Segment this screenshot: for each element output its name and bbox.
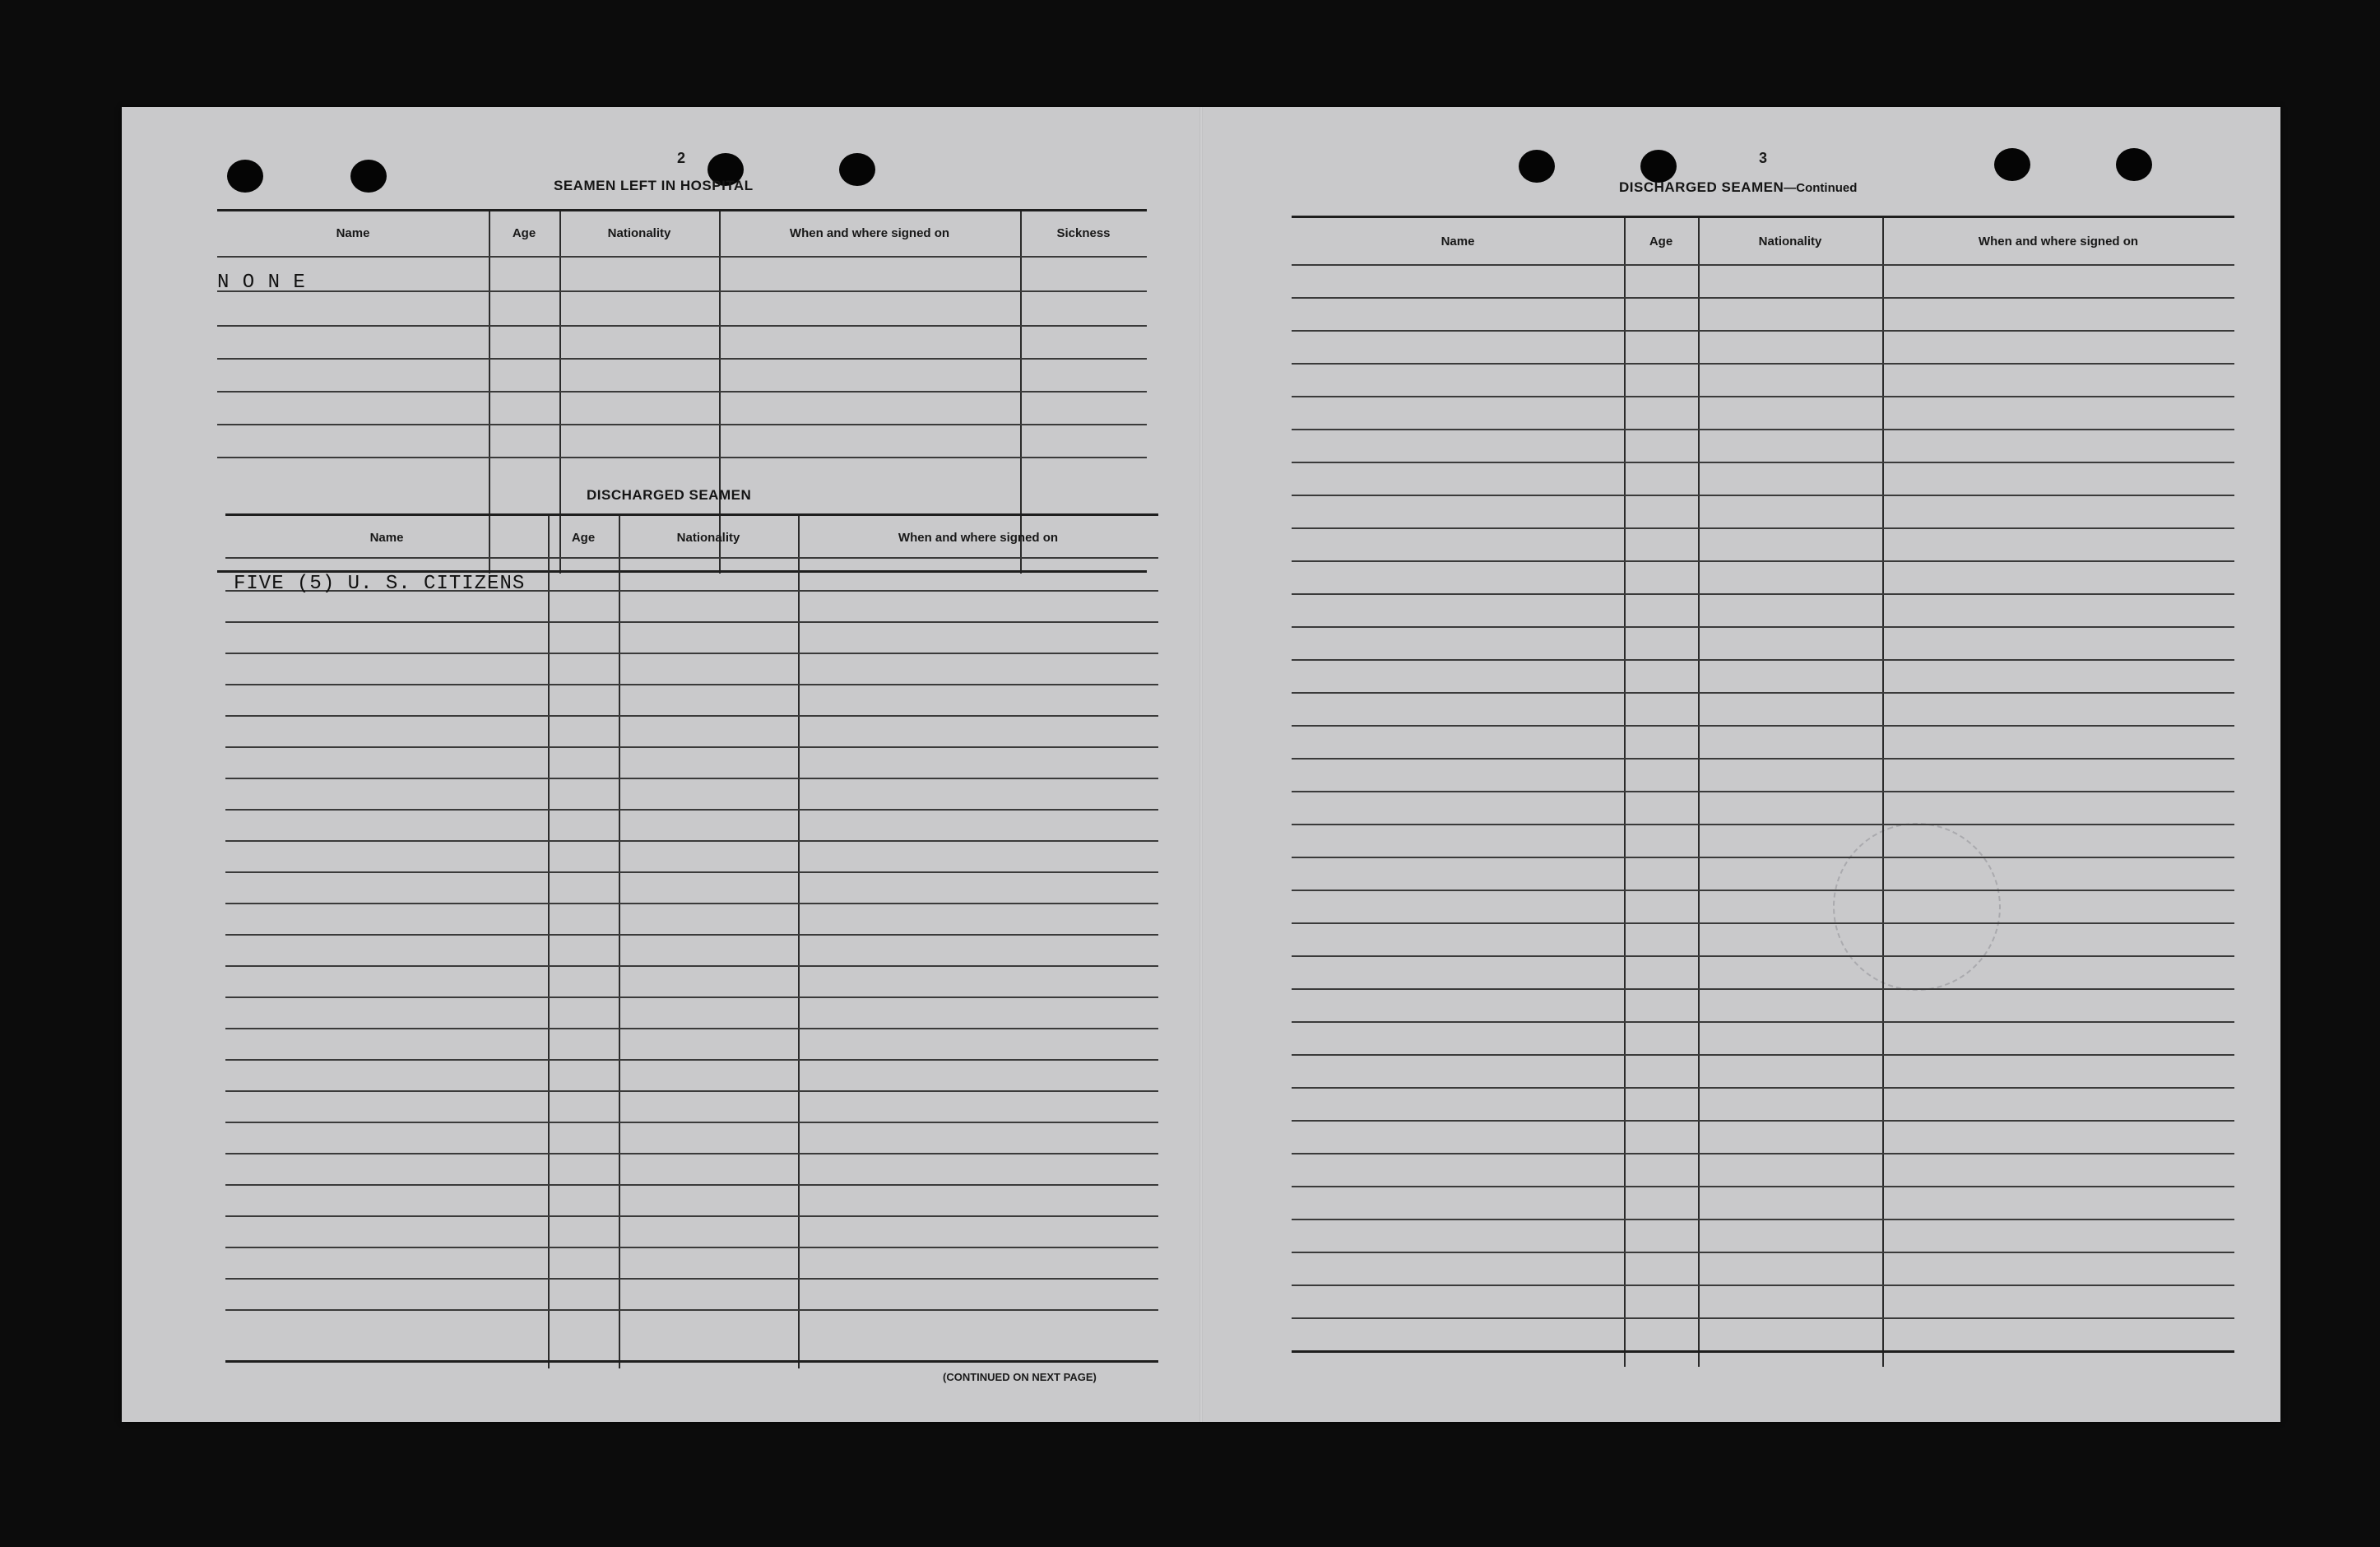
col-nationality: Nationality bbox=[607, 226, 671, 240]
col-age: Age bbox=[512, 226, 536, 240]
discharged-table-left bbox=[225, 513, 1158, 1368]
col-name: Name bbox=[336, 226, 370, 240]
page-number-left: 2 bbox=[677, 150, 686, 166]
punch-hole bbox=[1640, 150, 1677, 183]
discharged-entry: FIVE (5) U. S. CITIZENS bbox=[234, 573, 526, 595]
punch-hole bbox=[350, 160, 387, 193]
col-signed-on: When and where signed on bbox=[898, 531, 1059, 545]
discharged-section-title: DISCHARGED SEAMEN bbox=[587, 487, 752, 503]
col-age: Age bbox=[571, 531, 596, 545]
right-title-suffix: —Continued bbox=[1784, 181, 1858, 195]
hospital-entry: N O N E bbox=[217, 272, 306, 294]
punch-hole bbox=[839, 153, 875, 186]
punch-hole bbox=[1994, 148, 2030, 181]
continued-note: (CONTINUED ON NEXT PAGE) bbox=[943, 1371, 1097, 1383]
punch-hole bbox=[227, 160, 263, 193]
right-page-title bbox=[1619, 179, 1857, 196]
col-name: Name bbox=[369, 531, 404, 545]
discharged-table-right bbox=[1292, 216, 2234, 1367]
col-name: Name bbox=[1441, 235, 1475, 249]
col-signed-on: When and where signed on bbox=[789, 226, 950, 240]
col-nationality: Nationality bbox=[676, 531, 740, 545]
col-age: Age bbox=[1649, 235, 1673, 249]
punch-hole bbox=[1519, 150, 1555, 183]
page-number-right: 3 bbox=[1759, 150, 1768, 166]
col-signed-on: When and where signed on bbox=[1978, 235, 2139, 249]
punch-hole bbox=[2116, 148, 2152, 181]
page-fold bbox=[1199, 107, 1203, 1422]
document-sheet bbox=[122, 107, 2280, 1422]
right-title-main: DISCHARGED SEAMEN bbox=[1619, 179, 1784, 195]
col-nationality: Nationality bbox=[1758, 235, 1822, 249]
hospital-section-title: SEAMEN LEFT IN HOSPITAL bbox=[554, 178, 754, 193]
col-sickness: Sickness bbox=[1056, 226, 1111, 240]
